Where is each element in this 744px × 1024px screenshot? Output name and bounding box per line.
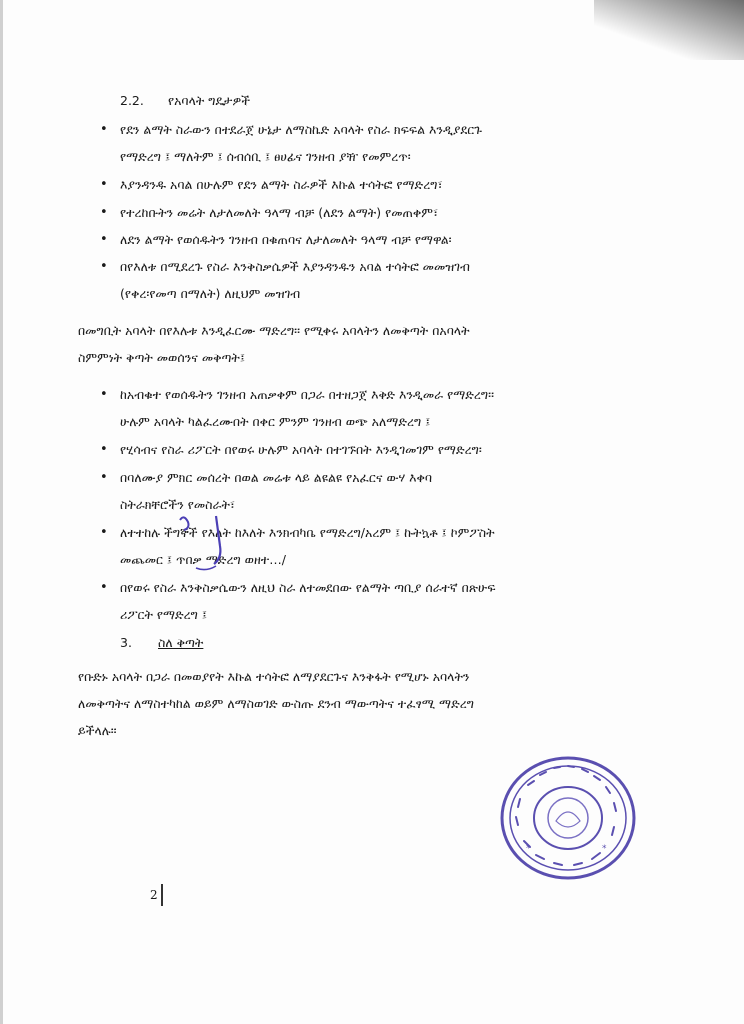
handwritten-pen-mark: [176, 510, 236, 576]
svg-text:*: *: [602, 844, 607, 854]
bullet-marker: •: [100, 205, 108, 220]
list-item-line: ከአብቁተ የወሰዱትን ገንዘብ አጠቃቀም በጋራ በተዘጋጀ እቅድ እንዲመራ የማድረግ፡፡: [120, 387, 495, 402]
list-item-line: መጨመር ፤ ጥበቃ ማድረግ ወዘተ…/: [120, 552, 286, 567]
list-item-line: (የቀረ፡የመጣ በማለት) ለዚህም መዝገብ: [120, 286, 301, 301]
bullet-marker: •: [100, 470, 108, 485]
scan-corner-shadow: [594, 0, 744, 60]
paragraph-line: የቡድኑ አባላት በጋራ በመወያየት እኩል ተሳትፎ ለማያደርጉና እንቅፋት የሚሆኑ አባላትን: [78, 669, 470, 684]
paragraph-line: ለመቅጣትና ለማስተካከል ወይም ለማስወገድ ውስጡ ደንብ ማውጣትና ተፈፃሚ ማድረግ: [78, 696, 474, 711]
list-item-line: ለደን ልማት የወሰዱትን ገንዘብ በቁጠባና ለታለመለት ዓላማ ብቻ የማዋል፡: [120, 232, 452, 247]
bullet-marker: •: [100, 177, 108, 192]
bullet-marker: •: [100, 525, 108, 540]
list-item-line: ለተተከሉ ችግኞች የእለት ከእለት እንክብካቤ የማድረግ/አረም ፤ ኩትኳቶ ፤ ኮምፖስት: [120, 525, 495, 540]
page-number-bar: [161, 884, 163, 906]
list-item-line: ስትራክቸሮችን የመስራት፣: [120, 497, 236, 512]
scan-left-edge: [0, 0, 3, 1024]
list-item-line: ሁሉም አባላት ካልፈረሙበት በቀር ምንም ገንዘብ ወጭ አለማድረግ ፤: [120, 414, 431, 429]
list-item-line: የማድረግ ፤ ማለትም ፤ ሰብሰቢ ፤ ፀሀፊና ገንዘብ ያዥ የመምረጥ፡: [120, 149, 411, 164]
section-2-2-title: የአባላት ግዴታዎች: [168, 93, 251, 108]
list-item-line: የደን ልማት ስራውን በተደራጀ ሁኔታ ለማስኬድ አባላት የስራ ክፍፍል እንዲያደርጉ: [120, 122, 482, 137]
bullet-marker: •: [100, 232, 108, 247]
list-item-line: እያንዳንዱ አባል በሁሉም የደን ልማት ስራዎች እኩል ተሳትፎ የማድረግ፣: [120, 177, 443, 192]
section-2-2-number: 2.2.: [120, 93, 144, 108]
paragraph-line: በመግቢት አባላት በየእሉቱ እንዲፈርሙ ማድረግ፡፡ የሚቀሩ አባላትን ለመቅጣት በአባላት: [78, 323, 470, 338]
list-item-line: በየወሩ የስራ እንቅስቃሴውን ለዚህ ስራ ለተመደበው የልማት ጣቢያ ሰራተኛ በጽሁፍ: [120, 580, 496, 595]
list-item-line: በባለሙያ ምክር መሰረት በወል መሬቱ ላይ ልዩልዩ የአፈርና ውሃ እቀባ: [120, 470, 433, 485]
svg-text:*: *: [526, 844, 531, 854]
paragraph-line: ይችላሉ፡፡: [78, 723, 117, 738]
bullet-marker: •: [100, 259, 108, 274]
bullet-marker: •: [100, 580, 108, 595]
list-item-line: በየእለቱ በሚደረጉ የስራ እንቅስቃሴዎች እያንዳንዱን አባል ተሳትፎ መመዝገብ: [120, 259, 470, 274]
paragraph-line: ስምምነት ቅጣት መወሰንና መቅጣት፤: [78, 350, 245, 365]
list-item-line: የተረከቡትን መሬት ለታለመለት ዓላማ ብቻ (ለደን ልማት) የመጠቀም፣: [120, 205, 439, 220]
official-seal-stamp: [498, 755, 638, 881]
bullet-marker: •: [100, 442, 108, 457]
list-item-line: የሂሳብና የስራ ሪፖርት በየወሩ ሁሉም አባላት በተገኙበት እንዲገመገም የማድረግ፡: [120, 442, 482, 457]
section-3-title: ስለ ቅጣት: [158, 635, 204, 650]
list-item-line: ሪፖርት የማድረግ ፤: [120, 607, 207, 622]
page-number: 2: [150, 888, 158, 902]
section-3-number: 3.: [120, 635, 132, 650]
bullet-marker: •: [100, 387, 108, 402]
bullet-marker: •: [100, 122, 108, 137]
